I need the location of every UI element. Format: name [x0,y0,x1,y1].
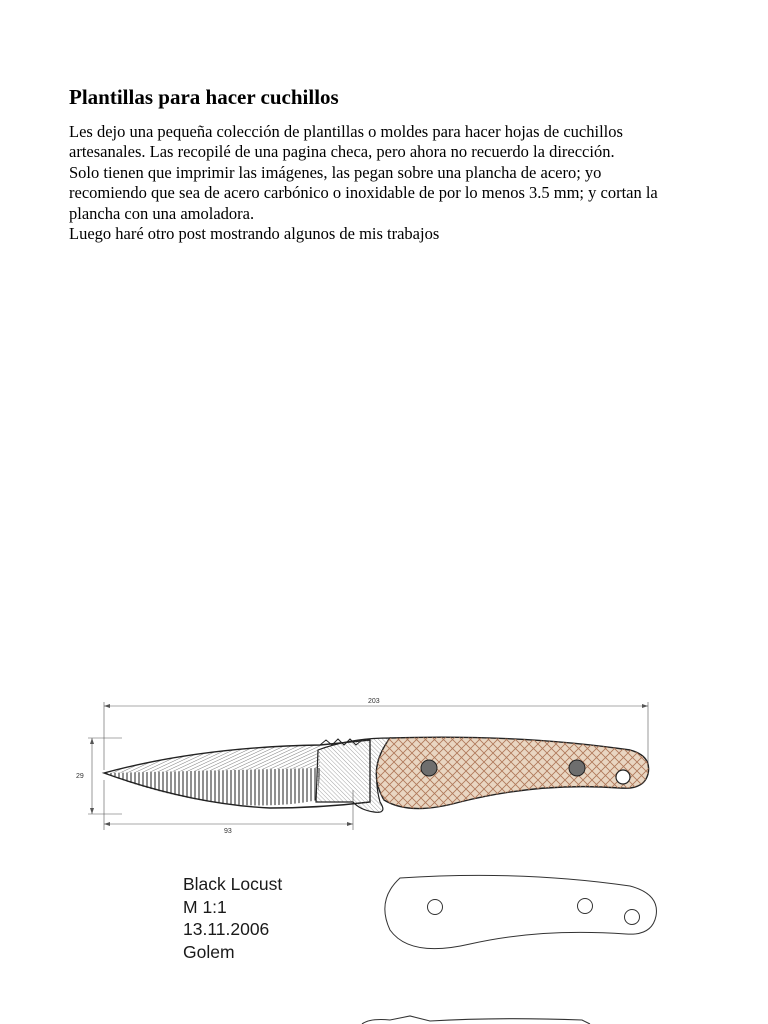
handle-scale-outline [385,875,657,948]
caption-scale: M 1:1 [183,896,227,917]
knife-template-drawing [70,690,690,1024]
paragraph-line: Les dejo una pequeña colección de plantillas o moldes para hacer hojas de cuchillos [69,122,623,141]
template-caption [183,873,282,963]
dimension-label: 29 [76,773,84,780]
caption-name: Black Locust [183,874,283,894]
paragraph-line: artesanales. Las recopilé de una pagina checa, pero ahora no recuerdo la dirección. [69,142,615,162]
document-title: Plantillas para hacer cuchillos [69,85,339,109]
paragraph-line: recomiendo que sea de acero carbónico o inoxidable de por lo menos 3.5 mm; y cortan la [69,183,658,203]
caption-author: Golem [183,941,235,962]
caption-date: 13.11.2006 [183,919,270,939]
dimension-label: 93 [224,828,232,835]
knife-template-figure [70,690,690,1024]
paragraph-line: Luego haré otro post mostrando algunos de mis trabajos [69,224,440,244]
dimension-label: 203 [368,698,380,705]
paragraph-line: plancha con una amoladora. [69,203,255,223]
knife-handle [376,737,648,808]
next-template-partial [362,1016,590,1024]
paragraph-line: Solo tienen que imprimir las imágenes, las pegan sobre una plancha de acero; yo [69,162,602,182]
intro-paragraph [69,122,709,244]
